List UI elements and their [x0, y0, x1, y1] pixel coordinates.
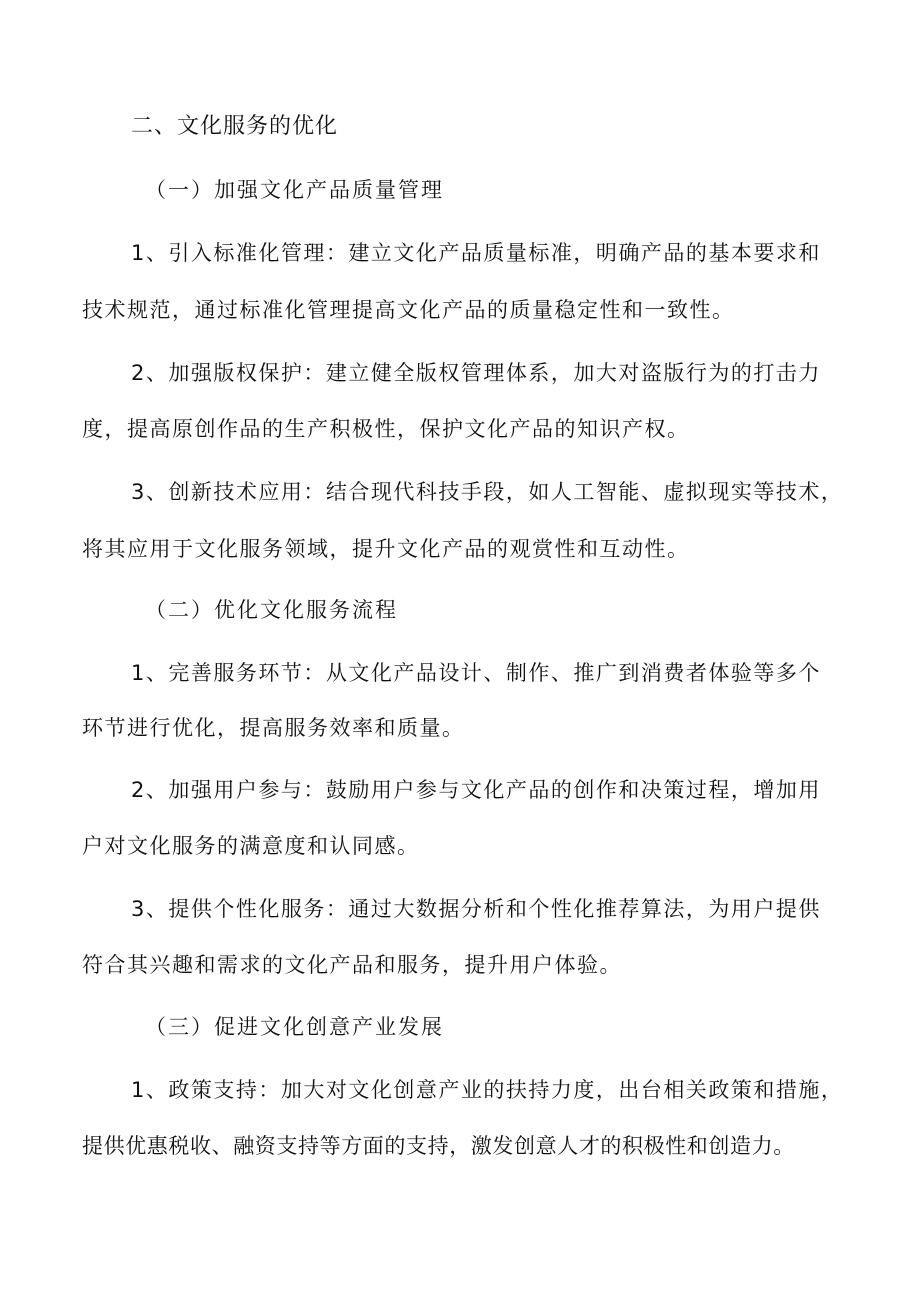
subsection-heading-1: （一）加强文化产品质量管理	[145, 178, 444, 202]
paragraph-line: 户对文化服务的满意度和认同感。	[82, 834, 420, 858]
paragraph-line: 2、加强版权保护：建立健全版权管理体系，加大对盗版行为的打击力	[131, 361, 821, 385]
paragraph-line: 技术规范，通过标准化管理提高文化产品的质量稳定性和一致性。	[82, 298, 735, 322]
section-title: 二、文化服务的优化	[131, 114, 339, 139]
paragraph-line: 环节进行优化，提高服务效率和质量。	[82, 716, 465, 740]
paragraph-line: 2、加强用户参与：鼓励用户参与文化产品的创作和决策过程，增加用	[131, 778, 821, 802]
paragraph-line: 1、引入标准化管理：建立文化产品质量标准，明确产品的基本要求和	[131, 241, 821, 265]
paragraph-line: 符合其兴趣和需求的文化产品和服务，提升用户体验。	[82, 953, 622, 977]
paragraph-line: 1、完善服务环节：从文化产品设计、制作、推广到消费者体验等多个	[131, 661, 821, 685]
paragraph-line: 将其应用于文化服务领域，提升文化产品的观赏性和互动性。	[82, 537, 690, 561]
paragraph-line: 度，提高原创作品的生产积极性，保护文化产品的知识产权。	[82, 417, 690, 441]
paragraph-line: 3、创新技术应用：结合现代科技手段，如人工智能、虚拟现实等技术，	[131, 480, 844, 504]
paragraph-line: 1、政策支持：加大对文化创意产业的扶持力度，出台相关政策和措施，	[131, 1078, 844, 1102]
subsection-heading-2: （二）优化文化服务流程	[145, 598, 398, 622]
subsection-heading-3: （三）促进文化创意产业发展	[145, 1015, 444, 1039]
paragraph-line: 3、提供个性化服务：通过大数据分析和个性化推荐算法，为用户提供	[131, 897, 821, 921]
paragraph-line: 提供优惠税收、融资支持等方面的支持，激发创意人才的积极性和创造力。	[82, 1134, 795, 1158]
